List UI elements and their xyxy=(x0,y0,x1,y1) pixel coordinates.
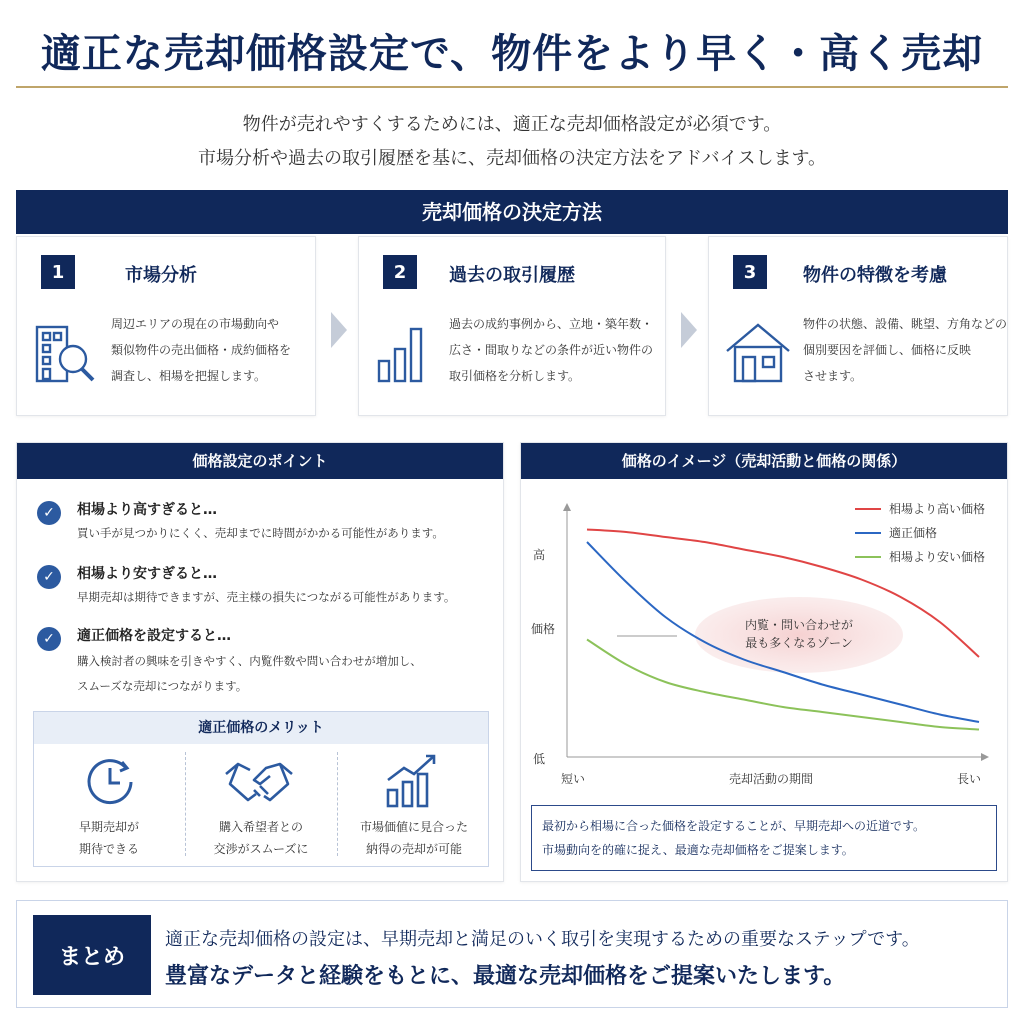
legend-label: 相場より安い価格 xyxy=(889,550,986,564)
zone-annotation-line-1: 内覧・問い合わせが xyxy=(744,618,854,632)
x-axis-arrow-icon xyxy=(981,753,989,761)
price-chart xyxy=(521,479,1007,803)
step-desc: 物件の状態、設備、眺望、方角などの 個別要因を評価し、価格に反映 させます。 xyxy=(803,317,1008,383)
point-body: 買い手が見つかりにくく、売却までに時間がかかる可能性があります。 xyxy=(77,526,444,540)
bar-chart-icon xyxy=(373,319,433,389)
step-arrow-icon xyxy=(331,312,347,348)
price-image-heading: 価格のイメージ（売却活動と価格の関係） xyxy=(521,443,1007,479)
merit-heading: 適正価格のメリット xyxy=(34,712,488,744)
step-title: 物件の特徴を考慮 xyxy=(803,265,947,286)
merit-label: 市場価値に見合った 納得の売却が可能 xyxy=(359,820,468,856)
growth-chart-icon xyxy=(384,750,444,810)
points-heading: 価格設定のポイント xyxy=(17,443,503,479)
legend-label: 適正価格 xyxy=(889,526,938,540)
points-panel xyxy=(16,442,504,882)
step-desc: 過去の成約事例から、立地・築年数・ 広さ・間取りなどの条件が近い物件の 取引価格を分析します。 xyxy=(449,317,654,383)
summary-line-2: 豊富なデータと経験をもとに、最適な売却価格をご提案いたします。 xyxy=(165,963,846,989)
page-title: 適正な売却価格設定で、物件をより早く・高く売却 xyxy=(40,30,984,77)
x-label-right: 長い xyxy=(957,772,982,786)
note-box: 最初から相場に合った価格を設定することが、早期売却への近道です。 市場動向を的確に捉え、最適な売却価格をご提案します。 xyxy=(531,805,997,871)
x-label-middle: 売却活動の期間 xyxy=(728,772,814,786)
y-label-middle: 価格 xyxy=(531,622,556,636)
intro-line-2: 市場分析や過去の取引履歴を基に、売却価格の決定方法をアドバイスします。 xyxy=(197,148,827,169)
price-image-panel xyxy=(520,442,1008,882)
step-number: 3 xyxy=(733,255,767,289)
step-card-1 xyxy=(16,236,316,416)
intro-line-1: 物件が売れやすくするためには、適正な売却価格設定が必須です。 xyxy=(242,114,782,135)
zone-annotation-line-2: 最も多くなるゾーン xyxy=(745,636,853,650)
merit-label: 早期売却が 期待できる xyxy=(78,820,139,856)
step-title: 過去の取引履歴 xyxy=(449,265,575,286)
step-desc: 周辺エリアの現在の市場動向や 類似物件の売出価格・成約価格を 調査し、相場を把握します。 xyxy=(111,317,292,383)
x-label-left: 短い xyxy=(561,772,586,786)
check-icon: ✓ xyxy=(37,501,61,525)
clock-icon xyxy=(82,754,138,810)
merit-box xyxy=(33,711,489,867)
building-magnifier-icon xyxy=(31,319,101,389)
title-divider xyxy=(16,86,1008,88)
step-title: 市場分析 xyxy=(125,265,197,286)
merit-label: 購入希望者との 交渉がスムーズに xyxy=(213,820,309,856)
point-head: 適正価格を設定すると… xyxy=(77,628,231,644)
point-body: 購入検討者の興味を引きやすく、内覧件数や問い合わせが増加し、 スムーズな売却につながります。 xyxy=(77,654,422,693)
point-head: 相場より高すぎると… xyxy=(77,502,217,518)
step-card-3 xyxy=(708,236,1008,416)
summary-box xyxy=(16,900,1008,1008)
step-number: 1 xyxy=(41,255,75,289)
check-icon: ✓ xyxy=(37,565,61,589)
house-icon xyxy=(723,319,793,389)
y-label-bottom: 低 xyxy=(533,752,546,766)
handshake-icon xyxy=(224,754,294,810)
point-head: 相場より安すぎると… xyxy=(77,566,217,582)
method-heading: 売却価格の決定方法 xyxy=(16,190,1008,234)
point-body: 早期売却は期待できますが、売主様の損失につながる可能性があります。 xyxy=(77,590,456,604)
step-number: 2 xyxy=(383,255,417,289)
check-icon: ✓ xyxy=(37,627,61,651)
legend-label: 相場より高い価格 xyxy=(889,502,986,516)
y-label-top: 高 xyxy=(533,548,546,562)
step-card-2 xyxy=(358,236,666,416)
step-arrow-icon xyxy=(681,312,697,348)
inquiry-zone xyxy=(695,597,903,673)
summary-tag: まとめ xyxy=(33,915,151,995)
summary-line-1: 適正な売却価格の設定は、早期売却と満足のいく取引を実現するための重要なステップです。 xyxy=(165,929,920,950)
y-axis-arrow-icon xyxy=(563,503,571,511)
